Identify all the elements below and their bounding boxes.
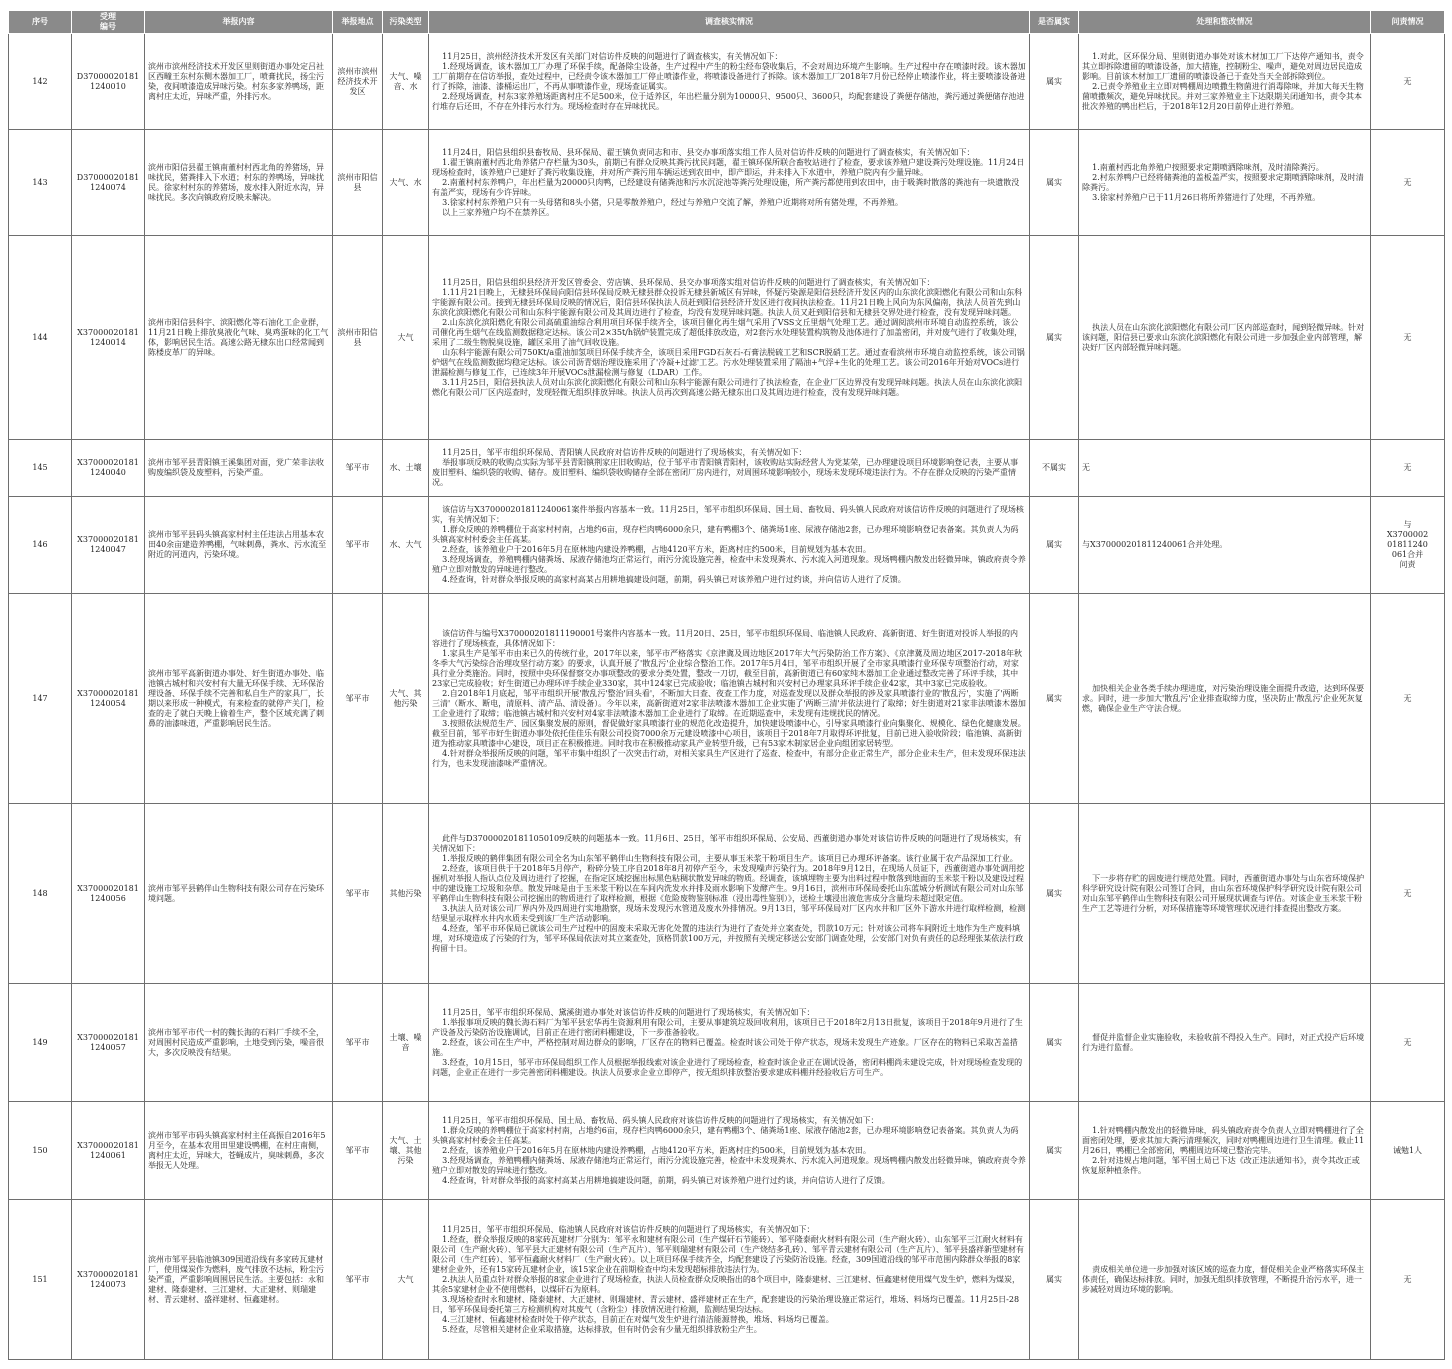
table-row bbox=[9, 984, 1445, 1102]
verified-status: 属实 bbox=[1030, 984, 1079, 1102]
table-row bbox=[9, 440, 1445, 497]
complaint-location: 邹平市 bbox=[333, 594, 383, 804]
header-accountability: 问责情况 bbox=[1371, 11, 1445, 34]
row-number: 146 bbox=[9, 497, 72, 594]
investigation-details: 11月24日，阳信县组织县畜牧局、县环保局、翟王镇负责同志和市、县交办事项落实组工作人员对信访件反映的问题进行了调查核实，有关情况如下： 1.翟王镇南董村西北角养猪户存栏量为30头，前期已有群众反映其粪污扰民问题，翟王镇环保所联合畜牧站进行了检查，要求该养殖户建设粪污处理设施。11月24日现场检查时，该养殖户已建好了粪污收集设施，并对所产粪污用车辆运送到农田中，即产即运，并未排入下水道中，养殖户院内有少量异味。 2.南董村村东养鸭户，年出栏量为20000只肉鸭，已经建设有储粪池和污水沉淀池等粪污处理设施，所产粪污都使用到农田中，由于吸粪时散落的粪池有一块遗散没有盖严实，现场有少许异味。 3.徐家村村东养殖户只有一头母猪和8头小猪，只是零散养殖户，经过与养殖户交流了解，养殖户近期将对所有猪处理，不再养殖。 以上三家养殖户均不在禁养区。 bbox=[429, 130, 1030, 236]
pollution-type: 大气、水 bbox=[383, 130, 429, 236]
complaint-content: 滨州市阳信县科宇、滨阳燃化等石油化工企业群，11月21日晚上排放臭液化气味、臭鸡蛋味的化工气体，影响居民生活。高速公路无棣东出口经常闻到陈楼皮革厂的异味。 bbox=[145, 236, 333, 440]
handling-rectification: 下一步将存贮的固废进行规范处置。同时，西董街道办事处与山东省环境保护科学研究设计院有限公司签订合同，由山东省环境保护科学研究设计院有限公司对山东邹平鹤伴山生物科技有限公司开展现状调查与评估。对该企业玉米浆干粉生产工艺等进行分析，对环保措施等环境管理状况进行排查提出整改方案。 bbox=[1079, 804, 1371, 984]
pollution-type: 大气、噪音、水 bbox=[383, 34, 429, 130]
row-number: 150 bbox=[9, 1102, 72, 1200]
table-row bbox=[9, 804, 1445, 984]
accountability: 无 bbox=[1371, 34, 1445, 130]
table-row bbox=[9, 1102, 1445, 1200]
handling-rectification: 无 bbox=[1079, 440, 1371, 497]
complaint-content: 滨州市邹平市码头镇高家村村主任高振自2016年5月至今，在基本农用田里建设鸭棚，在村庄南侧，离村庄太近，异味大，苍蝇成片，臭味刺鼻，多次举报无人处理。 bbox=[145, 1102, 333, 1200]
row-number: 147 bbox=[9, 594, 72, 804]
complaint-content: 滨州市阳信县翟王镇南董村村西北角的养猪场，异味扰民，猪粪排入下水道；村东的养鸭场，异味扰民。徐家村村东的养猪场，废水排入附近水沟，异味扰民。多次向镇政府反映未解决。 bbox=[145, 130, 333, 236]
header-id: 受理 编号 bbox=[72, 11, 145, 34]
pollution-type: 土壤、噪音 bbox=[383, 984, 429, 1102]
pollution-type: 水、大气 bbox=[383, 497, 429, 594]
acceptance-id: D37000020181 1240010 bbox=[72, 34, 145, 130]
pollution-type: 大气、其他污染 bbox=[383, 594, 429, 804]
row-number: 143 bbox=[9, 130, 72, 236]
verified-status: 属实 bbox=[1030, 1102, 1079, 1200]
header-type: 污染类型 bbox=[383, 11, 429, 34]
header-no: 序号 bbox=[9, 11, 72, 34]
acceptance-id: X37000020181 1240057 bbox=[72, 984, 145, 1102]
complaint-content: 滨州市邹平高新街道办事处、好生街道办事处、临池镇古城村和兴安村有大量无环保手续、无环保治理设备、环保手续不完善和私自生产的家具厂，长期以来形成一种模式，有来检查的就停产关门，检查的走了就白天晚上偷着生产，整个区域充满了刺鼻的油漆味道，严重影响居民生活。 bbox=[145, 594, 333, 804]
handling-rectification: 1.针对鸭棚内散发出的轻微异味，码头镇政府责令负责人立即对鸭棚进行了全面密闭处理，要求其加大粪污清理频次，同时对鸭棚周边进行卫生清理。截止11月26日，鸭棚已全部密闭，鸭棚周边环境已整治完毕。 2.针对违规占地问题，邹平国土局已下达《改正违法通知书》，责令其改正或恢复原种植条件。 bbox=[1079, 1102, 1371, 1200]
acceptance-id: X37000020181 1240014 bbox=[72, 236, 145, 440]
acceptance-id: X37000020181 1240047 bbox=[72, 497, 145, 594]
complaint-content: 滨州市邹平市代一村的魏长海的石料厂手续不全，对周围村民造成严重影响，土地受到污染，噪音很大，多次反映没有结果。 bbox=[145, 984, 333, 1102]
row-number: 149 bbox=[9, 984, 72, 1102]
complaint-location: 邹平市 bbox=[333, 1102, 383, 1200]
complaint-content: 滨州市滨州经济技术开发区里则街道办事处定吕社区西疃王东村东侧木器加工厂，喷膏扰民，扬尘污染，夜间喷漆造成异味污染。村东多家养鸭场，距离村庄太近，异味严重，外排污水。 bbox=[145, 34, 333, 130]
complaint-table bbox=[8, 10, 1445, 1360]
accountability: 无 bbox=[1371, 130, 1445, 236]
complaint-content: 滨州市邹平县临池镇309国道沿线有多家砖瓦建材厂，使用煤炭作为燃料，废气排放不达标，粉尘污染严重，严重影响周围居民生活。主要包括：永和建材、隆泰建材、三江建材、大正建材、则瑞建材、青云建材、盛祥建材、恒鑫建材。 bbox=[145, 1200, 333, 1360]
header-verified: 是否属实 bbox=[1030, 11, 1079, 34]
complaint-content: 滨州市邹平县码头镇高家村村主任违法占用基本农田40余亩建造养鸭棚，气味刺鼻，粪水、污水流至附近的河道内，污染环境。 bbox=[145, 497, 333, 594]
accountability: 无 bbox=[1371, 1200, 1445, 1360]
accountability: 无 bbox=[1371, 594, 1445, 804]
verified-status: 不属实 bbox=[1030, 440, 1079, 497]
investigation-details: 11月25日，邹平市组织环保局、黛溪街道办事处对该信访件反映的问题进行了现场核实，有关情况如下： 1.举报事项反映的魏长海石料厂为邹平县宏华再生资源利用有限公司，主要从事建筑垃圾回收利用，该项目已于2018年2月13日批复，该项目于2018年9月进行了生产设备及污染防治设施调试，目前正在进行密闭料棚建设，下一步准备验收。 2.经查，该公司在生产中，严格控制对周边群众的影响，厂区存在的物料已覆盖。检查时该公司处于停产状态，现场未发现生产迹象。厂区存在的物料已采取苫盖措施。 3.经查，10月15日，邹平市环保局组织工作人员根据举报线索对该企业进行了现场检查，检查时该企业正在调试设备，密闭料棚尚未建设完成，针对现场检查发现的问题，企业正在进行一步完善密闭料棚建设。执法人员要求企业立即停产，按无组织排放整治要求建成料棚并经验收后方可生产。 bbox=[429, 984, 1030, 1102]
investigation-details: 11月25日，邹平市组织环保局、青阳镇人民政府对信访件反映的问题进行了现场核实，有关情况如下： 举报事项反映的收购点实际为邹平县青阳镇荆家庄旧收购站，位于邹平市青阳镇青阳村，该收购站实际经营人为党某荣，已办理建设项目环境影响登记表，主要从事废旧塑料、编织袋的收购、储存。废旧塑料、编织袋收购储存全部在密闭厂房内进行，对周围环境影响较小，现场未发现环境违法行为。不存在群众反映的污染严重情况。 bbox=[429, 440, 1030, 497]
table-row bbox=[9, 497, 1445, 594]
complaint-location: 滨州市阳信县 bbox=[333, 130, 383, 236]
table-header-row bbox=[9, 11, 1445, 34]
investigation-details: 11月25日，邹平市组织环保局、临池镇人民政府对该信访件反映的问题进行了现场核实，有关情况如下： 1.经查，群众举报反映的8家砖瓦建材厂分别为：邹平永和建材有限公司（生产煤矸石节能砖）、邹平隆泰耐火材料有限公司（生产耐火砖）、山东邹平三江耐火材料有限公司（生产耐火砖）、邹平县大正建材有限公司（生产瓦片）、邹平则瑞建材有限公司（生产烧结多孔砖）、邹平青云建材有限公司（生产瓦片）、邹平县盛祥新型建材有限公司（生产红砖）、邹平恒鑫耐火材料厂（生产耐火砖）。以上项目环保手续齐全，均配套建设了污染防治设施。经查，309国道沿线的邹平市范围内除群众举报的8家建材企业外，还有15家砖瓦建材企业，该15家企业在前期检查中均未发现超标排放违法行为。 2.执法人员重点针对群众举报的8家企业进行了现场检查，执法人员检查群众反映指出的8个项目中，隆泰建材、三江建材、恒鑫建材使用煤气发生炉，燃料为煤炭，其余5家建材企业不使用燃料，以煤矸石为原料。 3.现场检查时永和建材、隆泰建材、大正建材、则瑞建材、青云建材、盛祥建材正在生产，配套建设的污染治理设施正常运行，堆场、料场均已覆盖。11月25日-28日，邹平环保局委托第三方检测机构对其废气（含粉尘）排放情况进行检测，监测结果均达标。 4.三江建材、恒鑫建材检查时处于停产状态，目前正在对煤气发生炉进行清洁能源替换，堆场、料场均已覆盖。 5.经查，尽管相关建材企业采取措施，达标排放，但有时仍会有少量无组织排放粉尘产生。 bbox=[429, 1200, 1030, 1360]
row-number: 148 bbox=[9, 804, 72, 984]
handling-rectification: 加快相关企业各类手续办理进度，对污染治理设施全面提升改造，达到环保要求。同时，进一步加大'散乱污'企业排查取缔力度，坚决防止'散乱污'企业死灰复燃，确保企业生产守法合规。 bbox=[1079, 594, 1371, 804]
handling-rectification: 1.南董村西北角养殖户按照要求定期喷洒除味剂，及时清除粪污。 2.村东养鸭户已经将储粪池的盖板盖严实，按照要求定期喷洒除味剂，及时清除粪污。 3.徐家村养殖户已于11月26日将所养猪进行了处理，不再养殖。 bbox=[1079, 130, 1371, 236]
handling-rectification: 督促并监督企业实施验收，未验收前不得投入生产。同时，对正式投产后环境行为进行监督。 bbox=[1079, 984, 1371, 1102]
investigation-details: 11月25日，邹平市组织环保局、国土局、畜牧局、码头镇人民政府对该信访件反映的问题进行了现场核实，有关情况如下： 1.群众反映的养鸭棚位于高家村村南，占地约6亩，现存栏肉鸭6000余只，建有鸭棚3个、储粪场1座、尿液存储池2套，已办理环境影响登记表备案。其负责人为码头镇高家村村委会主任高某。 2.经查，该养殖业户于2016年5月在原林地内建设养鸭棚，占地4120平方米，距离村庄约500米，目前规划为基本农田。 3.经现场调查，养殖鸭棚内储粪场、尿液存储池均正常运行，雨污分流设施完善，检查中未发现粪水、污水流入河道现象。现场鸭棚内散发出轻微异味，镇政府责令养殖户立即对散发的异味进行整改。 4.经查询，针对群众举报的高家村高某占用耕地搞建设问题，前期，码头镇已对该养殖户进行过约谈，并向信访人进行了反馈。 bbox=[429, 1102, 1030, 1200]
handling-rectification: 执法人员在山东滨化滨阳燃化有限公司厂区内部巡查时，闻到轻微异味。针对该问题，阳信县已要求山东滨化滨阳燃化有限公司进一步加强企业内部管理，解决好厂区内部轻微异味问题。 bbox=[1079, 236, 1371, 440]
row-number: 142 bbox=[9, 34, 72, 130]
pollution-type: 大气 bbox=[383, 236, 429, 440]
acceptance-id: D37000020181 1240074 bbox=[72, 130, 145, 236]
complaint-location: 邹平市 bbox=[333, 804, 383, 984]
investigation-details: 该信访与X370000201811240061案件举报内容基本一致。11月25日，邹平市组织环保局、国土局、畜牧局、码头镇人民政府对该信访件反映的问题进行了现场核实，有关情况如下： 1.群众反映的养鸭棚位于高家村村南，占地约6亩，现存栏肉鸭6000余只，建有鸭棚3个、储粪场1座、尿液存储池2套，已办理环境影响登记表备案。其负责人为码头镇高家村村委会主任高某。 2.经查，该养殖业户于2016年5月在原林地内建设养鸭棚，占地4120平方米，距离村庄约500米，目前规划为基本农田。 3.经现场调查，养殖鸭棚内储粪场、尿液存储池均正常运行，雨污分流设施完善，检查中未发现粪水、污水流入河道现象。现场鸭棚内散发出轻微异味，镇政府责令养殖户立即对散发的异味进行整改。 4.经查询，针对群众举报反映的高家村高某占用耕地搞建设问题，前期，码头镇已对该养殖户进行过约谈，并向信访人进行了反馈。 bbox=[429, 497, 1030, 594]
accountability: 诫勉1人 bbox=[1371, 1102, 1445, 1200]
complaint-location: 邹平市 bbox=[333, 984, 383, 1102]
complaint-content: 滨州市邹平县鹤伴山生物科技有限公司存在污染环境问题。 bbox=[145, 804, 333, 984]
accountability: 无 bbox=[1371, 236, 1445, 440]
complaint-location: 邹平市 bbox=[333, 440, 383, 497]
table-body bbox=[9, 34, 1445, 1360]
table-row bbox=[9, 34, 1445, 130]
complaint-location: 滨州市滨州经济技术开发区 bbox=[333, 34, 383, 130]
complaint-location: 邹平市 bbox=[333, 497, 383, 594]
investigation-details: 11月25日，滨州经济技术开发区有关部门对信访件反映的问题进行了调查核实，有关情况如下： 1.经现场调查，该木器加工厂办理了环保手续，配备除尘设备，生产过程中产生的粉尘经布袋收集后，不会对周边环境产生影响。生产过程中存在喷漆时段。该木器加工厂前期存在信访举报，查处过程中，已经责令该木器加工厂停止喷漆作业，将喷漆设备进行了拆除。该木器加工厂2018年7月份已经停止喷漆作业，将主要喷漆设备进行了拆除，油漆、漆桶运出厂，不再从事喷漆作业，现场查证属实。 2.经现场调查，村东3家养殖场距离村庄不足500米，位于适养区，年出栏量分别为10000只、9500只、3600只，均配套建设了粪便存储池，粪污通过粪便储存池进行堆存后还田，不存在外排污水行为。现场检查时存在异味扰民。 bbox=[429, 34, 1030, 130]
pollution-type: 大气 bbox=[383, 1200, 429, 1360]
header-handling: 处理和整改情况 bbox=[1079, 11, 1371, 34]
accountability: 与 X3700002 01811240 061合并 问责 bbox=[1371, 497, 1445, 594]
header-investigation: 调查核实情况 bbox=[429, 11, 1030, 34]
acceptance-id: X37000020181 1240054 bbox=[72, 594, 145, 804]
accountability: 无 bbox=[1371, 804, 1445, 984]
acceptance-id: X37000020181 1240056 bbox=[72, 804, 145, 984]
header-content: 举报内容 bbox=[145, 11, 333, 34]
accountability: 无 bbox=[1371, 440, 1445, 497]
verified-status: 属实 bbox=[1030, 804, 1079, 984]
verified-status: 属实 bbox=[1030, 497, 1079, 594]
pollution-type: 水、土壤 bbox=[383, 440, 429, 497]
table-row bbox=[9, 236, 1445, 440]
table-row bbox=[9, 1200, 1445, 1360]
header-location: 举报地点 bbox=[333, 11, 383, 34]
acceptance-id: X37000020181 1240073 bbox=[72, 1200, 145, 1360]
row-number: 144 bbox=[9, 236, 72, 440]
accountability: 无 bbox=[1371, 984, 1445, 1102]
investigation-details: 该信访件与编号X370000201811190001号案件内容基本一致。11月20日、25日，邹平市组织环保局、临池镇人民政府、高新街道、好生街道对投诉人举报的内容进行了现场核查，具体情况如下： 1.家具生产是邹平市由来已久的传统行业，2017年以来，邹平市严格落实《京津冀及周边地区2017年大气污染防治工作方案》、《京津冀及周边地区2017-2018年秋冬季大气污染综合治理攻坚行动方案》的要求，认真开展了'散乱污'企业综合整治工作。2017年5月4日，邹平市组织开展了全市家具喷漆行业环保专项整治行动，对家具行业分类施治。同时，按照中央环保督察交办事项整改的要求分类处置，整改一刀切，截至目前，高新街道已有60家纯木器加工企业通过整改完善了环评手续，其中23家已完成验收；好生街道已办理环评手续企业330家，其中124家已完成验收；临池镇古城村和兴安村已办理家具环评手续企业42家，其中3家已完成验收。 2.自2018年1月底起，邹平市组织开展'散乱污'整治'回头看'，不断加大日查、夜查工作力度，对巡查发现以及群众举报的涉及家具喷漆行业的'散乱污'，实施了'两断三清'（断水、断电，清原料、清产品、清设备）。今年以来，高新街道对2家非法喷漆木器加工企业实施了'两断三清'并依法进行了取缔；好生街道对21家非法喷漆木器加工企业进行了取缔；临池镇古城村和兴安村对4家非法喷漆木器加工企业进行了取缔。在近期巡查中，未发现有违规扰民的情况。 3.按照依法规范生产、园区集聚发展的原则，督促做好家具喷漆行业的规范化改造提升，加快建设喷漆中心，引导家具喷漆行业向集聚化、规模化、绿色化健康发展。截至目前，邹平市好生街道办事处依托佳佳乐有限公司投资7000余万元建设喷漆中心项目，该项目于2018年7月取得环评批复，目前已进入验收阶段；临池镇、高新街道为推动家具喷漆中心建设，项目正在积极推进。同时我市在积极推动家具产业转型升级，已有53家木制家居企业向组团家居转型。 4.针对群众举报所反映的问题，邹平市集中组织了一次突击行动，对相关家具生产区进行了巡查、检查中，有部分企业正常生产，部分企业未生产，但未发现环保违法行为，也未发现油漆味严重情况。 bbox=[429, 594, 1030, 804]
row-number: 151 bbox=[9, 1200, 72, 1360]
verified-status: 属实 bbox=[1030, 34, 1079, 130]
pollution-type: 其他污染 bbox=[383, 804, 429, 984]
handling-rectification: 责成相关单位进一步加强对该区域的巡查力度，督促相关企业严格落实环保主体责任，确保达标排放。同时，加强无组织排放管理，不断提升治污水平，进一步减轻对周边环境的影响。 bbox=[1079, 1200, 1371, 1360]
verified-status: 属实 bbox=[1030, 594, 1079, 804]
table-row bbox=[9, 130, 1445, 236]
row-number: 145 bbox=[9, 440, 72, 497]
acceptance-id: X37000020181 1240040 bbox=[72, 440, 145, 497]
investigation-details: 此件与D370000201811050109反映的问题基本一致。11月6日、25日，邹平市组织环保局、公安局、西董街道办事处对该信访件反映的问题进行了现场核实，有关情况如下： 1.举报反映的鹤伴集团有限公司全名为山东邹平鹤伴山生物科技有限公司，主要从事玉米浆干粉项目生产。该项目已办理环评备案。该行业属于农产品深加工行业。 2.经查，该项目供于于2018年5月停产，粉碎分装工序自2018年8月初停产至今，未发现噪声污染行为。2018年9月12日，在现场人员证下，西董街道办事处调用挖掘机对举报人指认点位及周边进行了挖掘，在指定区域挖掘出标黑色粘稠状散发异味的物质。经调查，该填埋物主要为出料过程中散落到地面的玉米浆干粉以及建设过程中的建设施工垃圾和杂草。散发异味是由于玉米浆干粉以在车间内洗发水并排及雨水影响下发酵产生。9月16日，滨州市环保局委托山东蓝城分析测试有限公司对山东邹平鹤伴山生物科技有限公司挖掘出的物质进行了取样检测，根据《危险废物鉴别标准（浸出毒性鉴别）》，送检土壤浸出液危害成分含量均未超过限定值。 3.执法人员对该公司厂界内外及四周进行实地勘察，现场未发现污水管道及废水外排情况。9月13日，邹平环保局对厂区内水井和厂区外下游水井进行取样检测，检测结果显示取样水井内水质未受到该厂生产活动影响。 4.经查，邹平市环保局已就该公司生产过程中的固废未采取无害化处置的违法行为进行了查处并立案查处，罚款10万元；针对该公司将车间附近土地作为生产废料填埋，对环境造成了污染的行为，邹平环保局依法对其立案查处，顶格罚款100万元，并按照有关规定移送公安部门调查处理，公安部门对负有责任的总经理张某依法行政拘留十日。 bbox=[429, 804, 1030, 984]
table-row bbox=[9, 594, 1445, 804]
verified-status: 属实 bbox=[1030, 236, 1079, 440]
complaint-location: 邹平市 bbox=[333, 1200, 383, 1360]
acceptance-id: X37000020181 1240061 bbox=[72, 1102, 145, 1200]
verified-status: 属实 bbox=[1030, 1200, 1079, 1360]
handling-rectification: 与X370000201811240061合并处理。 bbox=[1079, 497, 1371, 594]
investigation-details: 11月25日，阳信县组织县经济开发区管委会、劳店镇、县环保局、县交办事项落实组对信访件反映的问题进行了调查核实，有关情况如下： 1.11月21日晚上，无棣县环保局向阳信县环保局反映无棣县群众投诉无棣县新城区有异味，怀疑污染源是阳信县经济开发区内的山东滨化滨阳燃化有限公司和山东科宇能源有限公司。接到无棣县环保局反映的情况后，阳信县环保执法人员赶到阳信县经济开发区进行夜间执法检查。11月21日晚上风向为东风偏南，执法人员首先到山东滨化滨阳燃化有限公司和山东科宇能源有限公司及其周边进行了检查，均没有发现异味问题。执法人员又赶到阳信县和无棣县交界处进行检查，没有发现异味问题。 2.山东滨化滨阳燃化有限公司高硫重油综合利用项目环保手续齐全，该项目催化再生烟气采用了VSS文丘里烟气处理工艺。通过调阅滨州市环境自动监控系统，该公司催化再生烟气在线监测数据稳定达标。该公司2×35t/h锅炉装置完成了超低排放改造，对2套污水处理装置构筑物及池体进行了加盖密闭，并对废气进行了收集处理，采用了二级生物脱臭设施，罐区采用了油气回收设施。 山东科宇能源有限公司750Kt/a重油加氢项目环保手续齐全，该项目采用FGD石灰石-石膏法脱硫工艺和SCR脱硝工艺。通过查看滨州市环境自动监控系统，该公司锅炉烟气在线监测数据均稳定达标。该公司沥青烟治理设施采用了'冷凝+过滤'工艺。污水处理装置采用了隔油+气浮+生化的处理工艺。该公司2016年开始对VOCs进行泄漏检测与修复工作，已连续3年开展VOCs泄漏检测与修复（LDAR）工作。 3.11月25日，阳信县执法人员对山东滨化滨阳燃化有限公司和山东科宇能源有限公司进行了执法检查，在企业厂区边界没有发现异味问题。执法人员在山东滨化滨阳燃化有限公司厂区内巡查时，发现轻微无组织排放异味。执法人员再次到高速公路无棣东出口及其周边进行检查，没有发现异味问题。 bbox=[429, 236, 1030, 440]
handling-rectification: 1.对此，区环保分局、里则街道办事处对该木材加工厂下达停产通知书，责令其立即拆除遗留的喷漆设备，加大措施，控制粉尘、噪声，避免对周边居民造成影响。目前该木材加工厂遗留的喷漆设备已于查处当天全部拆除到位。 2.已责令养殖业主立即对鸭棚周边喷撒生物菌进行消毒除味，并加大每天生物菌喷撒频次，避免异味扰民。并对三家养殖业主下达限期关闭通知书，责令其本批次养殖的鸭出栏后，于2018年12月20日前停止进行养殖。 bbox=[1079, 34, 1371, 130]
pollution-type: 大气、土壤、其他污染 bbox=[383, 1102, 429, 1200]
complaint-content: 滨州市邹平县青阳镇王溪集团对面，党广荣非法收购废编织袋及废塑料，污染严重。 bbox=[145, 440, 333, 497]
complaint-location: 滨州市阳信县 bbox=[333, 236, 383, 440]
verified-status: 属实 bbox=[1030, 130, 1079, 236]
